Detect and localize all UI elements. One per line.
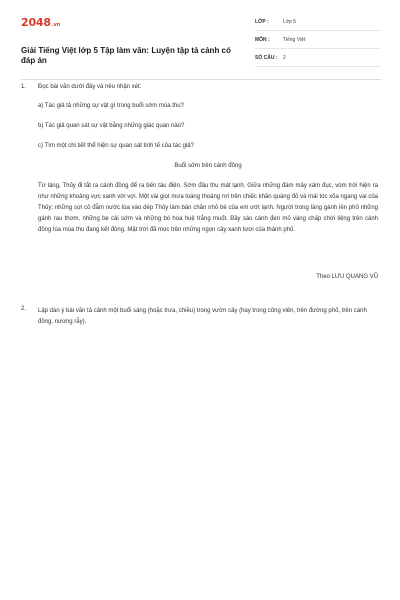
story-author: Theo LƯU QUANG VŨ bbox=[316, 274, 378, 280]
logo-tld: .vn bbox=[51, 22, 60, 28]
header-divider bbox=[21, 79, 381, 80]
sub-question-c: c) Tìm một chi tiết thể hiện sự quan sát tinh tế của tác giả? bbox=[38, 143, 194, 149]
meta-label-grade: LỚP : bbox=[255, 19, 269, 25]
question-number: 2. bbox=[21, 306, 27, 312]
question-1 bbox=[21, 84, 381, 284]
question-prompt: Lập dàn ý bài văn tả cảnh một buổi sáng (hoặc trưa, chiều) trong vườn cây (hay trong công viên, trên đường phố, trên cánh đồng, nương rẫy). bbox=[38, 308, 367, 325]
meta-value-count: 2 bbox=[283, 55, 286, 61]
site-logo[interactable] bbox=[21, 16, 60, 29]
meta-label-count: SỐ CÂU : bbox=[255, 55, 278, 61]
document-header bbox=[21, 14, 381, 78]
meta-label-subject: MÔN : bbox=[255, 37, 270, 43]
meta-row-grade bbox=[255, 16, 381, 31]
meta-row-count bbox=[255, 52, 381, 67]
meta-value-grade: Lớp 5 bbox=[283, 19, 297, 25]
question-body bbox=[38, 306, 378, 328]
question-number: 1. bbox=[21, 84, 27, 90]
logo-main: 2048 bbox=[21, 16, 51, 29]
sub-question-b: b) Tác giả quan sát sự vật bằng những giác quan nào? bbox=[38, 123, 185, 129]
sub-question-a: a) Tác giả tả những sự vật gì trong buổi sớm mùa thu? bbox=[38, 103, 184, 109]
question-2 bbox=[21, 306, 381, 336]
meta-info bbox=[255, 16, 381, 70]
meta-row-subject bbox=[255, 34, 381, 49]
question-prompt: Đọc bài văn dưới đây và nêu nhận xét: bbox=[38, 84, 142, 90]
story-text: Từ làng, Thủy đi tắt ra cánh đồng để ra bến tàu điện. Sớm đầu thu mát lạnh. Giữa những đám mây xám đục, vòm trời hiện ra như những khoảng vực xanh vời vợi. Một vài giọt mưa loáng thoáng rơi trên chiếc khăn quàng đỏ và mái tóc xõa ngang vai của Thủy; những sợi cỏ đẫm nước lùa vào dép Thủy làm bàn chân nhỏ bé của em ướt lạnh. Người trong làng gánh lên phố những gánh rau thơm, những bẹ cải sớm và những bó hoa huệ trắng muốt. Bầy sáo cánh đen mỏ vàng chấp chới liệng trên cánh đồng lúa mùa thu đang kết đòng. Mặt trời đã mọc trên những ngọn cây xanh tươi của thành phố. bbox=[38, 183, 378, 233]
story-title: Buổi sớm trên cánh đồng bbox=[174, 163, 242, 169]
page-title: Giải Tiếng Việt lớp 5 Tập làm văn: Luyện tập tả cảnh có đáp án bbox=[21, 46, 231, 65]
meta-value-subject: Tiếng Việt bbox=[283, 37, 306, 43]
